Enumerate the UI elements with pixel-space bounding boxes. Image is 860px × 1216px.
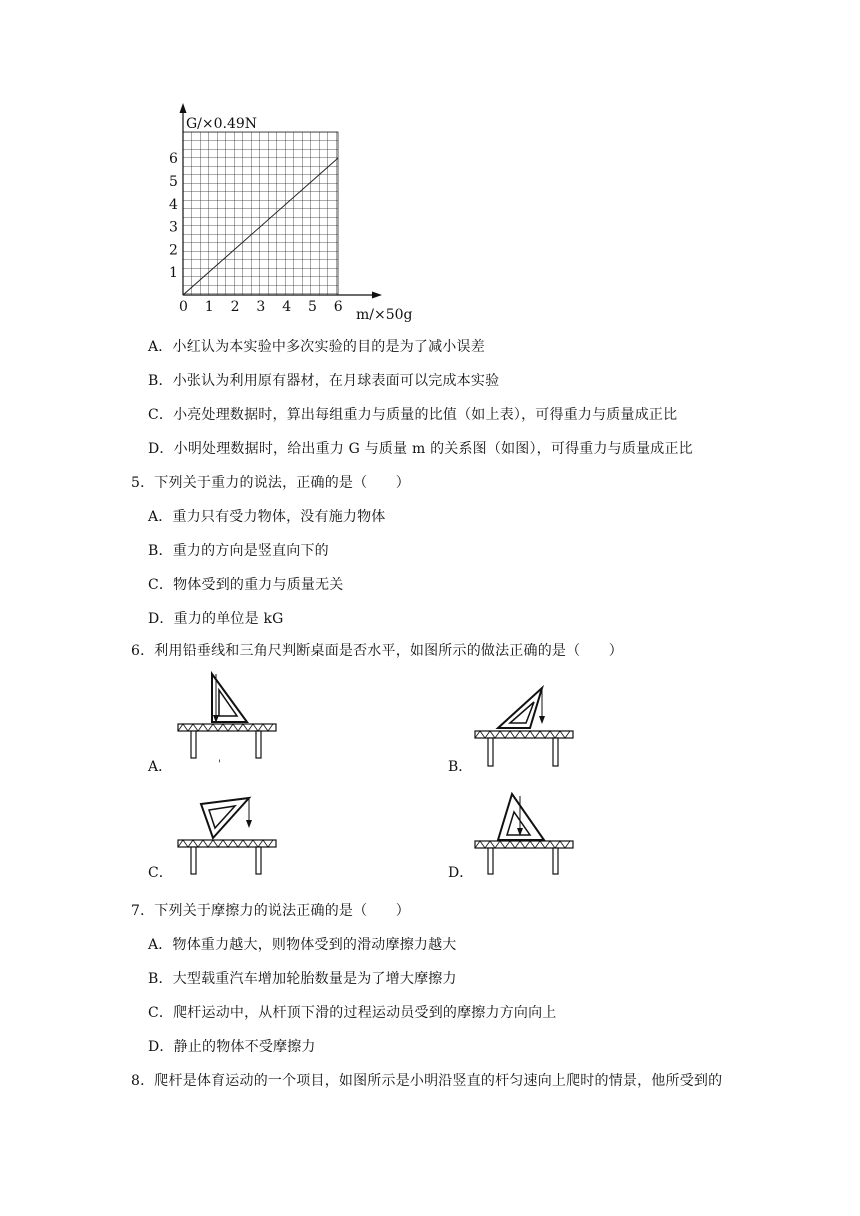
q6-stray-mark: ' [218, 759, 221, 770]
set-square [498, 688, 542, 728]
table-leg-left [488, 848, 493, 874]
q6-figure-a [175, 670, 280, 760]
q5-stem: 5．下列关于重力的说法，正确的是（ ） [131, 475, 410, 491]
q6-figure-d [472, 790, 577, 876]
x-axis-arrow [372, 292, 382, 299]
y-axis-arrow [180, 103, 187, 113]
q7-option-b: B．大型载重汽车增加轮胎数量是为了增大摩擦力 [148, 971, 457, 987]
q6-stem: 6．利用铅垂线和三角尺判断桌面是否水平，如图所示的做法正确的是（ ） [131, 643, 623, 659]
q6-figure-b [472, 684, 577, 774]
y-tick-label: 2 [169, 242, 178, 259]
q7-option-a: A．物体重力越大，则物体受到的滑动摩擦力越大 [148, 937, 457, 953]
x-tick-label: 5 [308, 299, 317, 315]
table-leg-right [256, 731, 261, 758]
q4-option-a: A．小红认为本实验中多次实验的目的是为了减小误差 [148, 339, 485, 355]
plumb-bob [539, 716, 545, 724]
y-axis-label: G/×0.49N [186, 116, 258, 132]
x-tick-label: 2 [230, 299, 240, 315]
y-tick-label: 4 [169, 196, 178, 213]
q7-stem: 7．下列关于摩擦力的说法正确的是（ ） [131, 903, 410, 919]
y-tick-label: 1 [169, 265, 178, 282]
table-leg-left [488, 738, 493, 766]
y-tick-label: 6 [169, 151, 178, 168]
q5-option-b: B．重力的方向是竖直向下的 [148, 543, 329, 559]
gravity-mass-graph [160, 100, 420, 325]
q7-option-c: C．爬杆运动中，从杆顶下滑的过程运动员受到的摩擦力方向向上 [148, 1005, 557, 1021]
q6-label-b: B． [448, 759, 473, 775]
q6-label-d: D． [448, 865, 474, 881]
q5-option-d: D．重力的单位是 kG [148, 611, 284, 627]
q7-option-d: D．静止的物体不受摩擦力 [148, 1039, 316, 1055]
q4-option-d: D．小明处理数据时，给出重力 G 与质量 m 的关系图（如图），可得重力与质量成正比 [148, 441, 693, 457]
table-leg-left [191, 731, 196, 758]
q4-option-b: B．小张认为利用原有器材，在月球表面可以完成本实验 [148, 373, 500, 389]
set-square [212, 674, 247, 722]
table-leg-left [191, 847, 196, 874]
y-tick-label: 3 [169, 219, 178, 236]
table-leg-right [553, 848, 558, 874]
x-tick-label: 6 [333, 299, 343, 315]
x-tick-label: 3 [256, 299, 266, 315]
plumb-bob [246, 820, 252, 828]
q8-stem: 8．爬杆是体育运动的一个项目，如图所示是小明沿竖直的杆匀速向上爬时的情景，他所受到的 [131, 1073, 723, 1089]
y-tick-label: 5 [169, 174, 178, 190]
x-axis-label: m/×50g [356, 307, 413, 323]
x-tick-label: 0 [179, 299, 188, 315]
q4-option-c: C．小亮处理数据时，算出每组重力与质量的比值（如上表），可得重力与质量成正比 [148, 407, 678, 423]
q6-label-a: A． [148, 759, 173, 775]
q5-option-a: A．重力只有受力物体，没有施力物体 [148, 509, 386, 525]
q6-label-c: C． [148, 865, 173, 881]
table-leg-right [256, 847, 261, 874]
graph-grid [183, 132, 338, 295]
x-tick-label: 4 [282, 299, 292, 315]
table-leg-right [553, 738, 558, 766]
q5-option-c: C．物体受到的重力与质量无关 [148, 577, 344, 593]
q6-figure-c [175, 796, 280, 876]
x-tick-label: 1 [204, 299, 214, 315]
